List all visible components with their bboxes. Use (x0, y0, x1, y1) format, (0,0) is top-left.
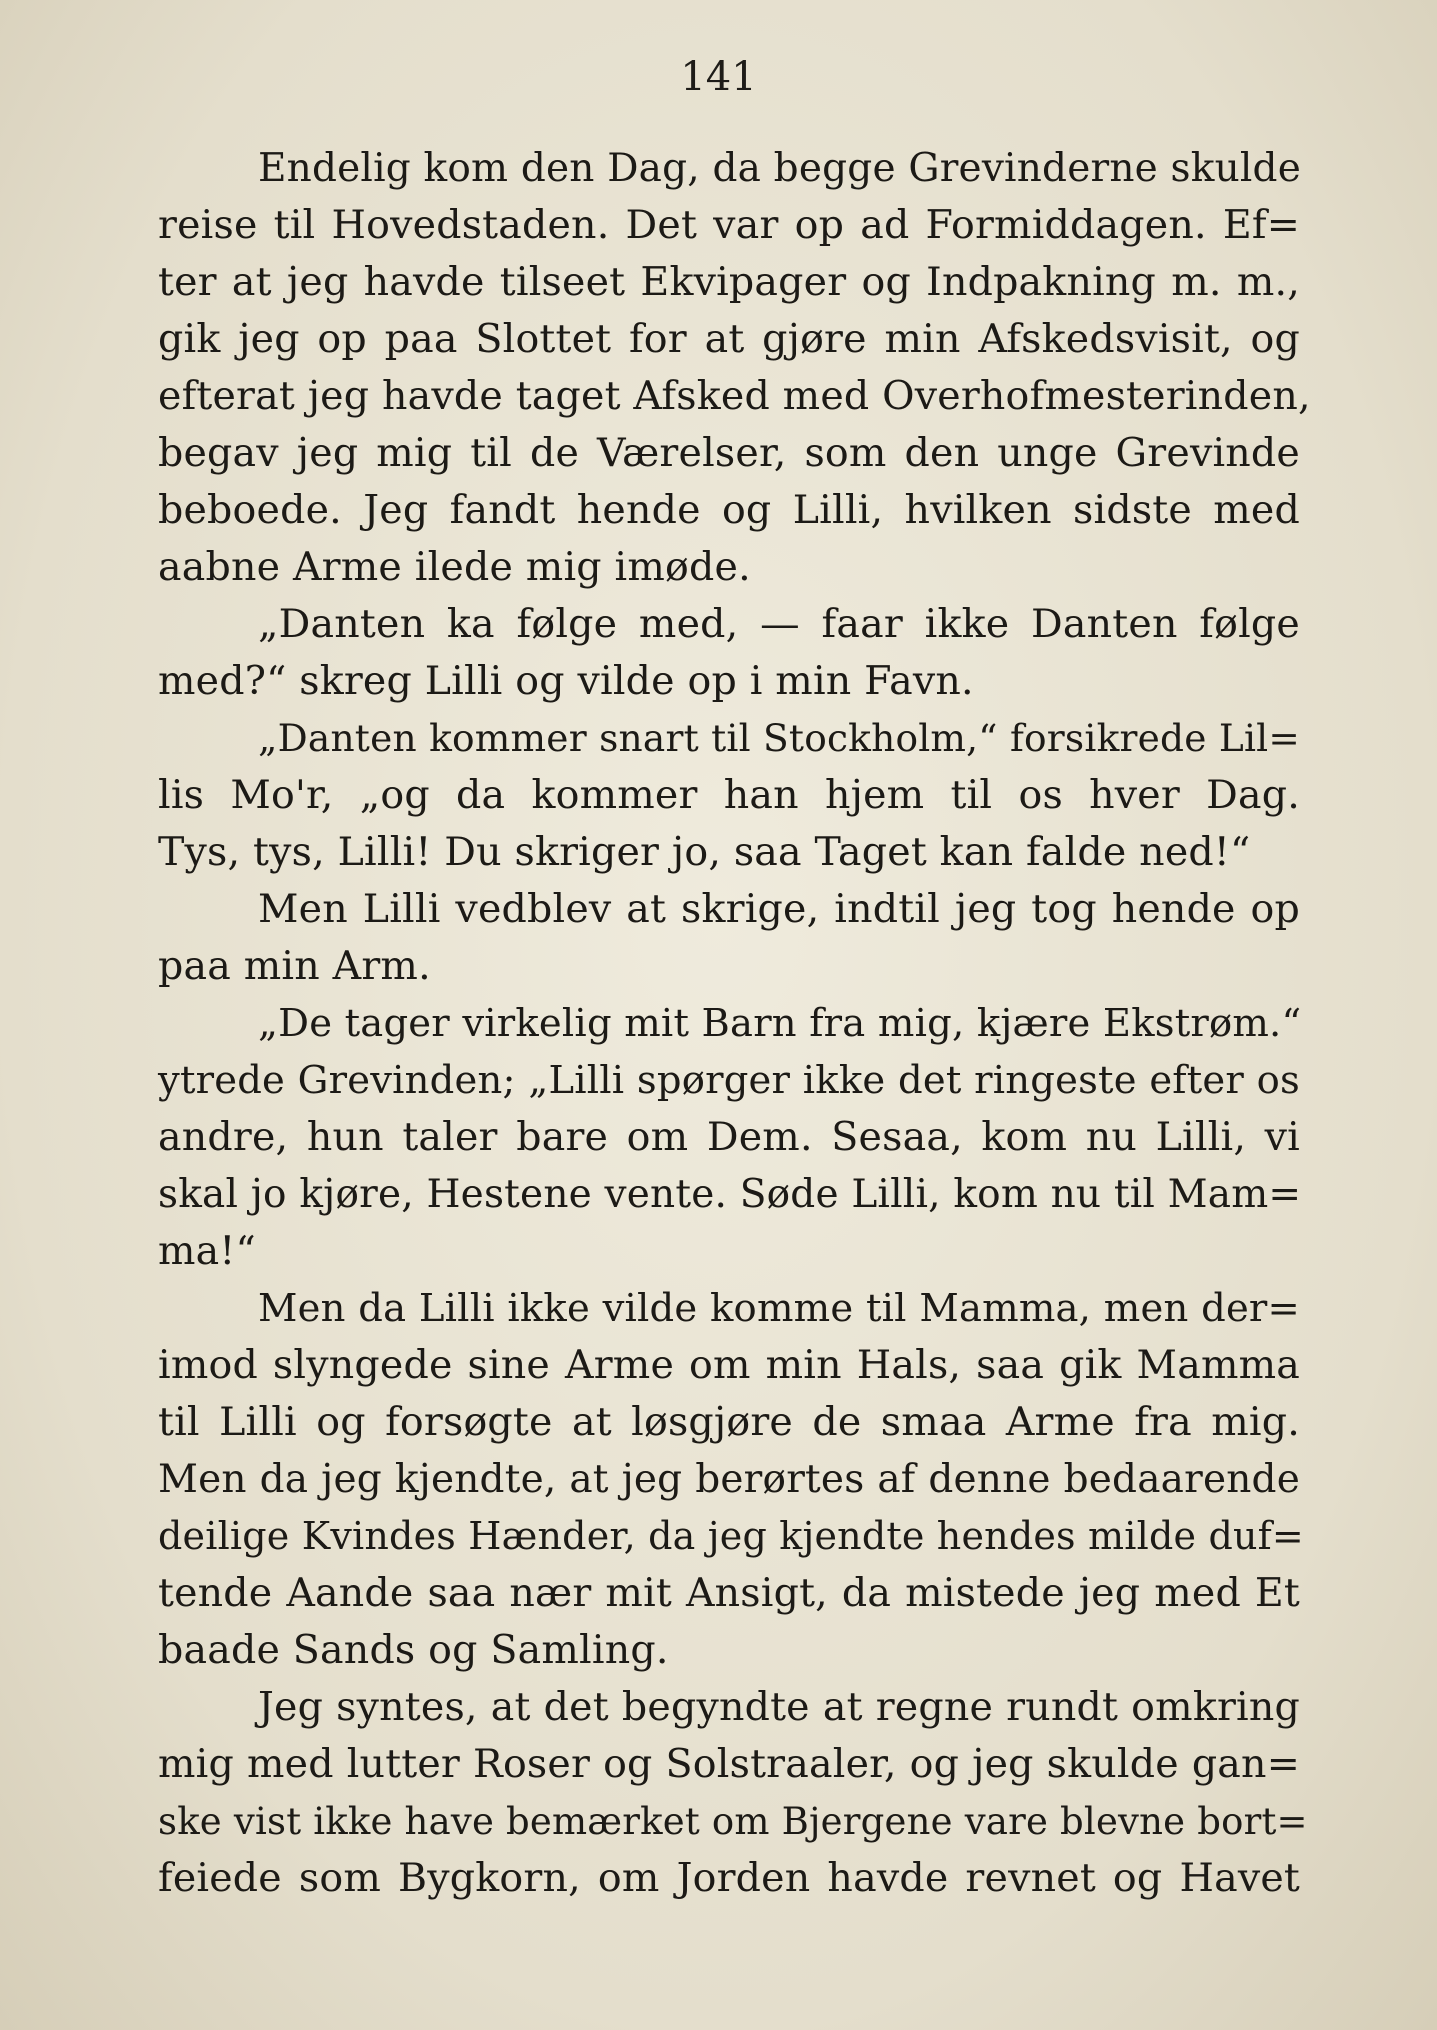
text-line: ma!“ (158, 1228, 256, 1274)
text-line: paa min Arm. (158, 943, 431, 989)
text-line: ter at jeg havde tilseet Ekvipager og Indpakning m. m., (158, 259, 1300, 305)
text-line: Jeg syntes, at det begyndte at regne rundt omkring (258, 1684, 1300, 1730)
text-line: „De tager virkelig mit Barn fra mig, kjære Ekstrøm.“ (258, 1001, 1302, 1046)
text-line: ske vist ikke have bemærket om Bjergene vare blevne bort= (158, 1800, 1308, 1843)
text-line: feiede som Bygkorn, om Jorden havde revnet og Havet (158, 1855, 1300, 1901)
text-line: ytrede Grevinden; „Lilli spørger ikke det ringeste efter os (158, 1058, 1300, 1103)
body-text (158, 140, 1311, 1907)
text-line: mig med lutter Roser og Solstraaler, og jeg skulde gan= (158, 1741, 1300, 1787)
text-line: andre, hun taler bare om Dem. Sesaa, kom nu Lilli, vi (158, 1114, 1300, 1160)
text-line: imod slyngede sine Arme om min Hals, saa gik Mamma (158, 1342, 1300, 1388)
paragraph (158, 1280, 1304, 1679)
text-line: lis Mo'r, „og da kommer han hjem til os hver Dag. (158, 772, 1300, 818)
text-line: med?“ skreg Lilli og vilde op i min Favn. (158, 658, 974, 704)
text-line: deilige Kvindes Hænder, da jeg kjendte hendes milde duf= (158, 1514, 1304, 1558)
text-line: tende Aande saa nær mit Ansigt, da mistede jeg med Et (158, 1570, 1300, 1616)
text-line: Men da Lilli ikke vilde komme til Mamma, men der= (258, 1286, 1300, 1331)
text-line: begav jeg mig til de Værelser, som den unge Grevinde (158, 430, 1300, 476)
paragraph (158, 140, 1311, 596)
page-number: 141 (680, 54, 757, 100)
text-line: beboede. Jeg fandt hende og Lilli, hvilken sidste med (158, 487, 1300, 533)
paragraph (158, 710, 1300, 881)
text-line: „Danten ka følge med, — faar ikke Danten følge (258, 601, 1300, 647)
text-line: skal jo kjøre, Hestene vente. Søde Lilli, kom nu til Mam= (158, 1172, 1302, 1217)
paragraph (158, 1679, 1308, 1907)
text-line: efterat jeg havde taget Afsked med Overhofmesterinden, (158, 373, 1311, 419)
text-line: Tys, tys, Lilli! Du skriger jo, saa Taget kan falde ned!“ (158, 829, 1251, 875)
paragraph (158, 995, 1300, 1280)
text-line: „Danten kommer snart til Stockholm,“ forsikrede Lil= (258, 716, 1300, 760)
text-line: aabne Arme ilede mig imøde. (158, 544, 751, 590)
text-line: baade Sands og Samling. (158, 1627, 669, 1673)
text-line: gik jeg op paa Slottet for at gjøre min Afskedsvisit, og (158, 316, 1300, 362)
paragraph (158, 596, 1300, 710)
paragraph (158, 881, 1300, 995)
text-line: til Lilli og forsøgte at løsgjøre de smaa Arme fra mig. (158, 1399, 1300, 1445)
text-line: reise til Hovedstaden. Det var op ad Formiddagen. Ef= (158, 202, 1300, 248)
text-line: Men da jeg kjendte, at jeg berørtes af denne bedaarende (158, 1457, 1300, 1502)
text-line: Endelig kom den Dag, da begge Grevinderne skulde (258, 146, 1302, 191)
text-line: Men Lilli vedblev at skrige, indtil jeg tog hende op (258, 886, 1300, 932)
